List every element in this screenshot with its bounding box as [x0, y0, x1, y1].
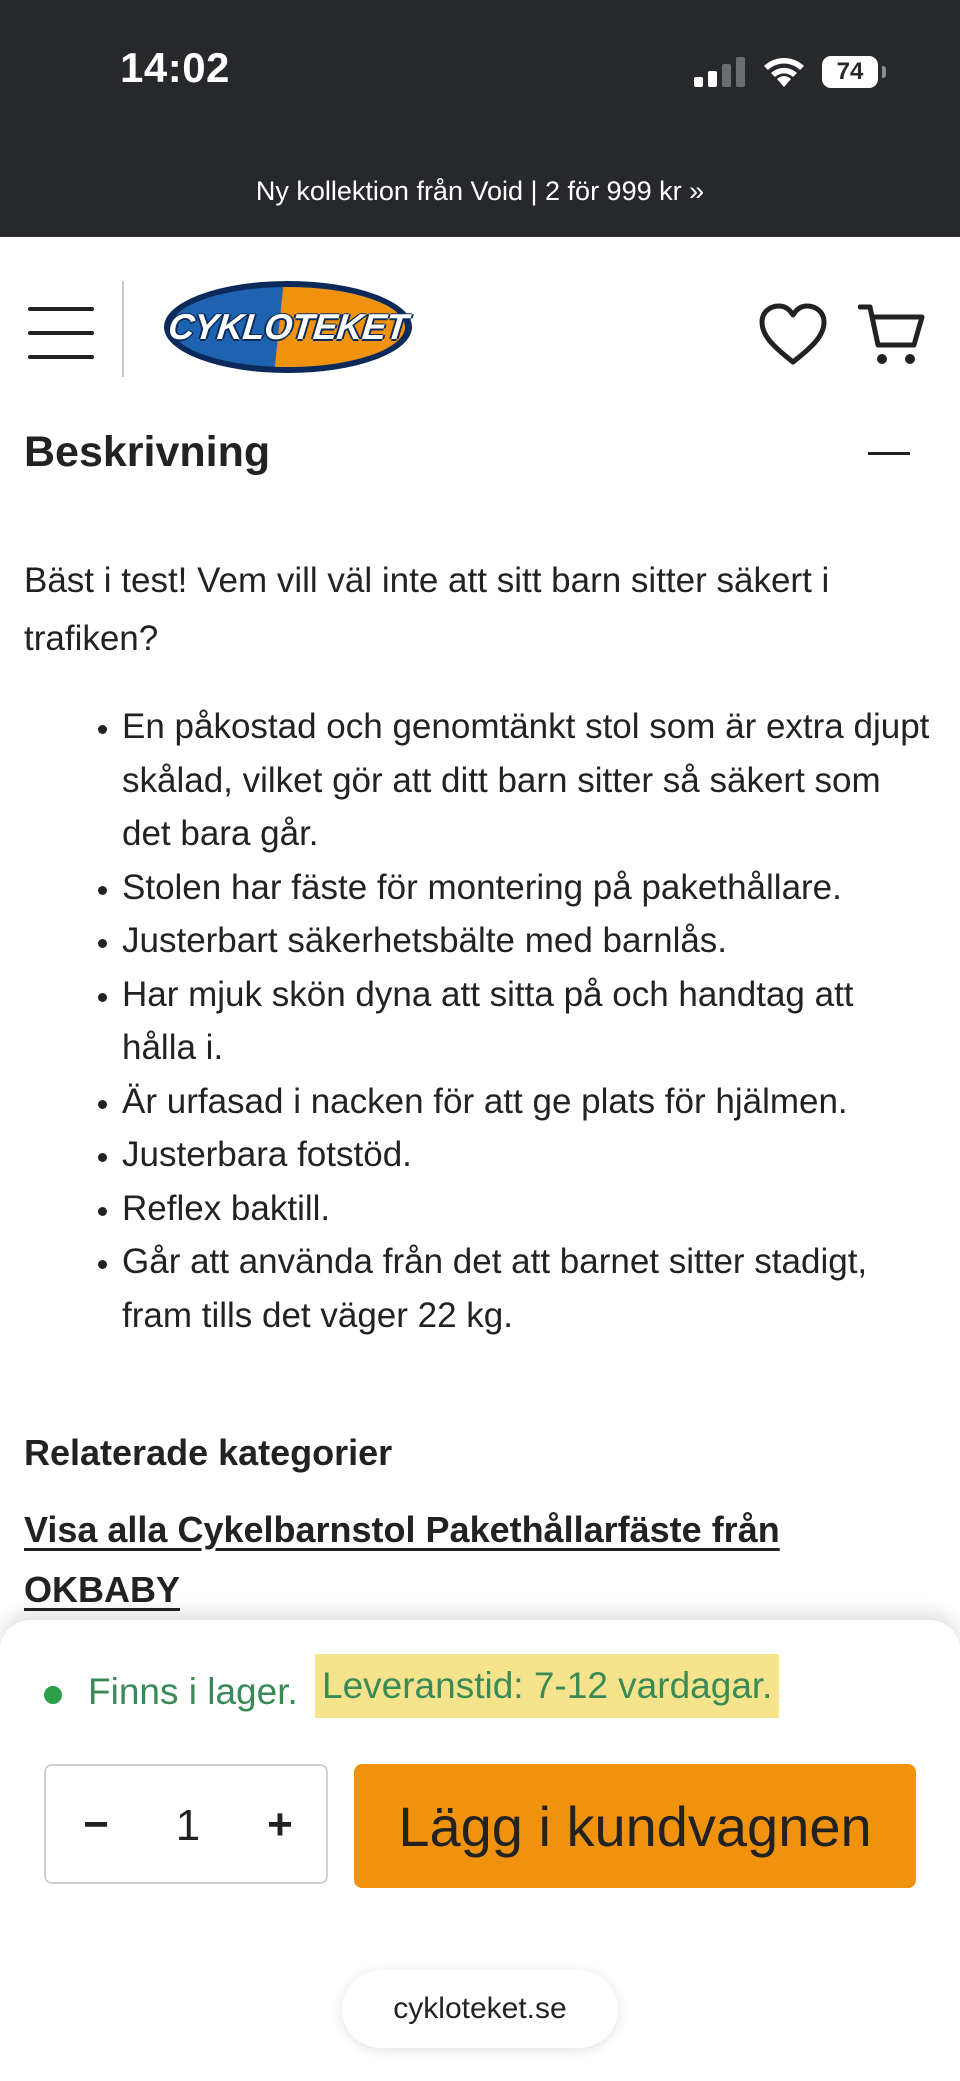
battery-icon: 74	[822, 56, 878, 88]
heart-icon[interactable]	[758, 302, 828, 368]
list-item: • En påkostad och genomtänkt stol som är extra djupt skålad, vilket gör att ditt barn sitter så säkert som det bara går.	[122, 700, 934, 861]
stock-status: Finns i lager.	[88, 1671, 298, 1712]
related-categories-title: Relaterade kategorier	[24, 1432, 393, 1473]
list-item: • Går att använda från det att barnet sitter stadigt, fram tills det väger 22 kg.	[122, 1235, 934, 1342]
add-to-cart-button[interactable]: Lägg i kundvagnen	[354, 1764, 916, 1888]
status-bar	[0, 0, 960, 148]
list-item: • Är urfasad i nacken för att ge plats för hjälmen.	[122, 1075, 934, 1129]
description-intro: Bäst i test! Vem vill väl inte att sitt barn sitter säkert i trafiken?	[24, 561, 830, 658]
delivery-time: Leveranstid: 7-12 vardagar.	[315, 1654, 779, 1718]
quantity-value[interactable]: 1	[175, 1801, 201, 1850]
list-item: • Justerbart säkerhetsbälte med barnlås.	[122, 914, 934, 968]
logo-text: CYKLOTEKET	[166, 306, 410, 347]
cart-icon[interactable]	[858, 301, 926, 369]
description-title[interactable]: Beskrivning	[24, 428, 271, 476]
cykloteket-logo[interactable]	[162, 279, 414, 375]
status-time: 14:02	[120, 44, 230, 91]
increase-quantity-button[interactable]: +	[267, 1800, 293, 1849]
header-divider	[122, 281, 124, 377]
description-body	[24, 552, 934, 1342]
cellular-signal-icon	[694, 57, 746, 87]
wifi-icon	[762, 56, 806, 88]
list-item: • Har mjuk skön dyna att sitta på och handtag att hålla i.	[122, 968, 934, 1075]
site-header	[0, 237, 960, 377]
menu-icon[interactable]	[28, 307, 94, 363]
decrease-quantity-button[interactable]: −	[83, 1800, 109, 1849]
related-category-link[interactable]: Visa alla Cykelbarnstol Pakethållarfäste från OKBABY	[24, 1509, 780, 1610]
collapse-icon[interactable]	[868, 452, 910, 455]
list-item: • Justerbara fotstöd.	[122, 1128, 934, 1182]
browser-url-bar[interactable]: cykloteket.se	[342, 1970, 618, 2048]
in-stock-indicator-icon	[44, 1686, 62, 1704]
promo-banner[interactable]: Ny kollektion från Void | 2 för 999 kr »	[0, 148, 960, 237]
purchase-panel	[0, 1620, 960, 2081]
list-item: • Stolen har fäste för montering på pakethållare.	[122, 861, 934, 915]
list-item: • Reflex baktill.	[122, 1182, 934, 1236]
quantity-stepper	[44, 1764, 328, 1884]
feature-list	[24, 700, 934, 1342]
status-icons	[694, 52, 878, 92]
